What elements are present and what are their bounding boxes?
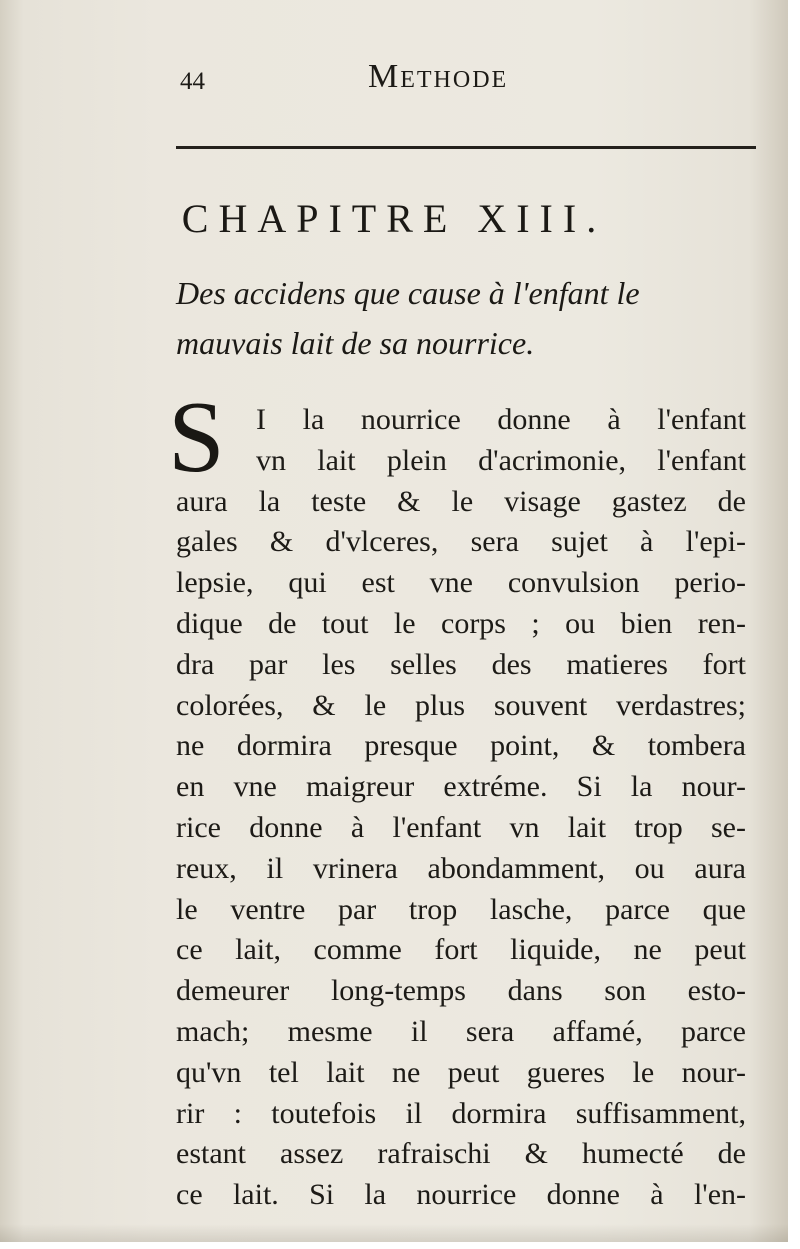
text-line: estant assez rafraischi & humecté de bbox=[176, 1137, 746, 1171]
text-line: demeurer long-temps dans son esto- bbox=[176, 974, 746, 1008]
text-line: rice donne à l'enfant vn lait trop se- bbox=[176, 810, 746, 844]
text-line: aura la teste & le visage gastez de bbox=[176, 484, 746, 518]
text-line: I la nourrice donne à l'enfant bbox=[256, 403, 746, 436]
text-line: rir : toutefois il dormira suffisamment, bbox=[176, 1096, 746, 1130]
text-line: ce lait, comme fort liquide, ne peut bbox=[176, 933, 746, 967]
chapter-subtitle bbox=[176, 268, 756, 368]
header-rule bbox=[176, 146, 756, 149]
chapter-subtitle-line-2: mauvais lait de sa nourrice. bbox=[176, 325, 535, 361]
text-line: le ventre par trop lasche, parce que bbox=[176, 892, 746, 926]
text-line: qu'vn tel lait ne peut gueres le nour- bbox=[176, 1055, 746, 1089]
text-line: vn lait plein d'acrimonie, l'enfant bbox=[256, 443, 746, 477]
text-line: dique de tout le corps ; ou bien ren- bbox=[176, 606, 746, 640]
text-line: ne dormira presque point, & tombera bbox=[176, 729, 746, 763]
text-line: dra par les selles des matieres fort bbox=[176, 647, 746, 681]
page-header bbox=[170, 58, 640, 98]
text-line: mach; mesme il sera affamé, parce bbox=[176, 1014, 746, 1048]
page-number: 44 bbox=[180, 68, 205, 95]
text-line: lepsie, qui est vne convulsion perio- bbox=[176, 566, 746, 600]
text-line: gales & d'vlceres, sera sujet à l'epi- bbox=[176, 525, 746, 559]
text-line: colorées, & le plus souvent verdastres; bbox=[176, 688, 746, 722]
chapter-subtitle-line-1: Des accidens que cause à l'enfant le bbox=[176, 275, 640, 311]
text-line: en vne maigreur extréme. Si la nour- bbox=[176, 770, 746, 804]
text-line: reux, il vrinera abondamment, ou aura bbox=[176, 851, 746, 885]
text-line: ce lait. Si la nourrice donne à l'en- bbox=[176, 1178, 746, 1212]
body-text bbox=[176, 400, 746, 1216]
drop-cap: S bbox=[168, 381, 225, 494]
chapter-title: CHAPITRE XIII. bbox=[181, 196, 607, 241]
page-edge-shadow bbox=[0, 1224, 788, 1242]
running-head: Methode bbox=[368, 58, 509, 95]
